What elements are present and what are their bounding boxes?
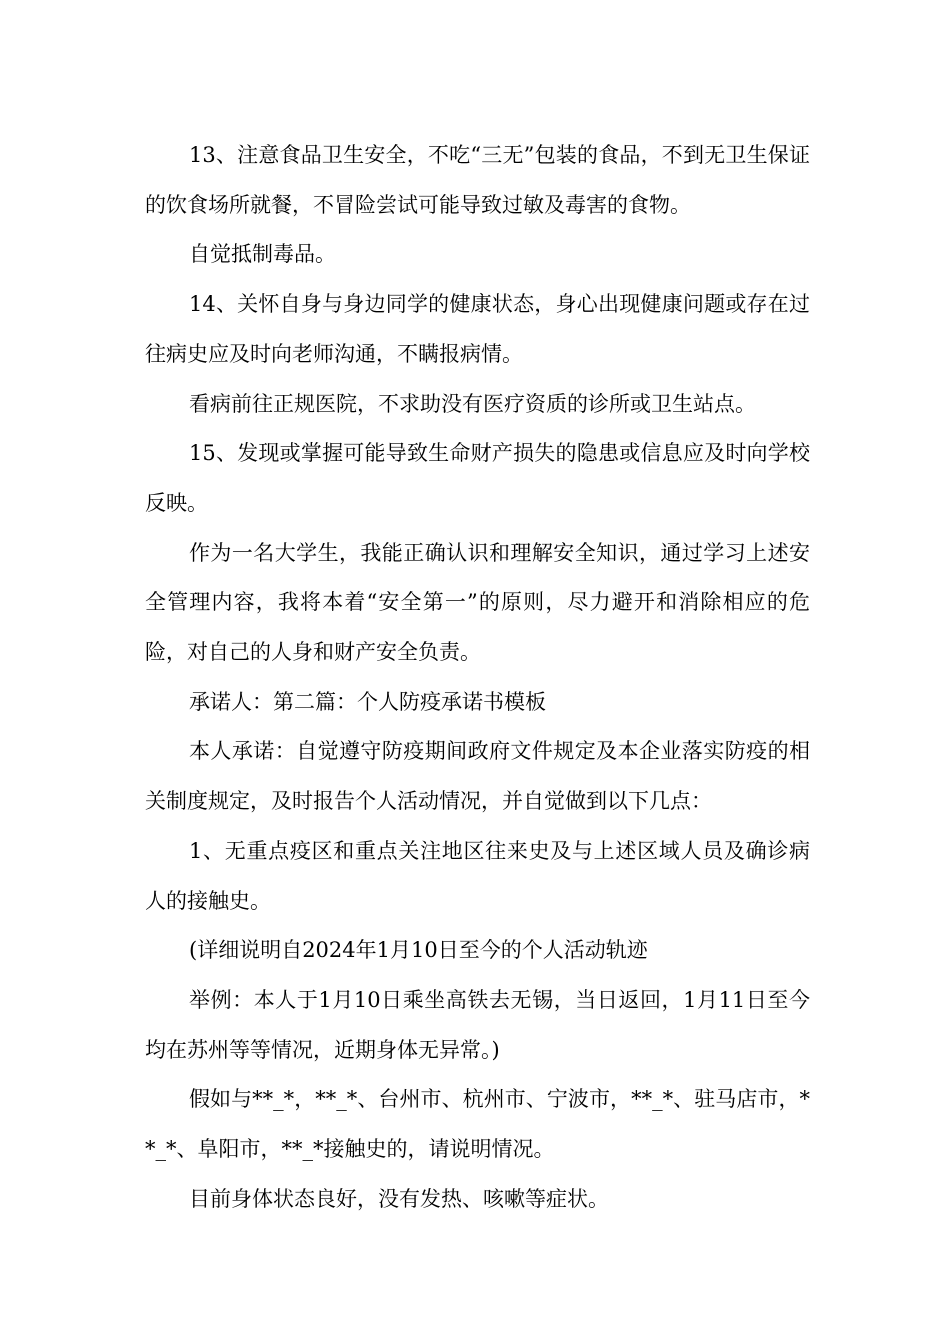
paragraph-commitment-intro: 本人承诺：自觉遵守防疫期间政府文件规定及本企业落实防疫的相关制度规定，及时报告个人活动情况，并自觉做到以下几点：	[145, 739, 810, 814]
paragraph-15: 15、发现或掌握可能导致生命财产损失的隐患或信息应及时向学校反映。	[145, 441, 810, 515]
paragraph-signature-and-title: 承诺人：第二篇：个人防疫承诺书模板	[189, 689, 546, 714]
paragraph-example: 举例：本人于1月10日乘坐高铁去无锡，当日返回，1月11日至今均在苏州等等情况，近期身体无异常。)	[145, 987, 810, 1062]
document-body	[145, 131, 810, 1224]
paragraph-13: 13、注意食品卫生安全，不吃“三无”包装的食品，不到无卫生保证的饮食场所就餐，不冒险尝试可能导致过敏及毒害的食物。	[145, 143, 810, 217]
paragraph-14: 14、关怀自身与身边同学的健康状态，身心出现健康问题或存在过往病史应及时向老师沟通，不瞒报病情。	[145, 292, 810, 366]
paragraph-item-1: 1、无重点疫区和重点关注地区往来史及与上述区域人员及确诊病人的接触史。	[145, 838, 810, 913]
paragraph-health-status: 目前身体状态良好，没有发热、咳嗽等症状。	[189, 1186, 609, 1211]
paragraph-contact-history: 假如与**_*，**_*、台州市、杭州市、宁波市，**_*、驻马店市，**_*、阜阳市，**_*接触史的，请说明情况。	[145, 1087, 810, 1162]
paragraph-activity-note: (详细说明自2024年1月10日至今的个人活动轨迹	[189, 938, 648, 963]
paragraph-14-continued: 看病前往正规医院，不求助没有医疗资质的诊所或卫生站点。	[189, 391, 756, 416]
paragraph-13-continued: 自觉抵制毒品。	[189, 242, 336, 267]
paragraph-conclusion: 作为一名大学生，我能正确认识和理解安全知识，通过学习上述安全管理内容，我将本着“安全第一”的原则，尽力避开和消除相应的危险，对自己的人身和财产安全负责。	[145, 540, 810, 665]
